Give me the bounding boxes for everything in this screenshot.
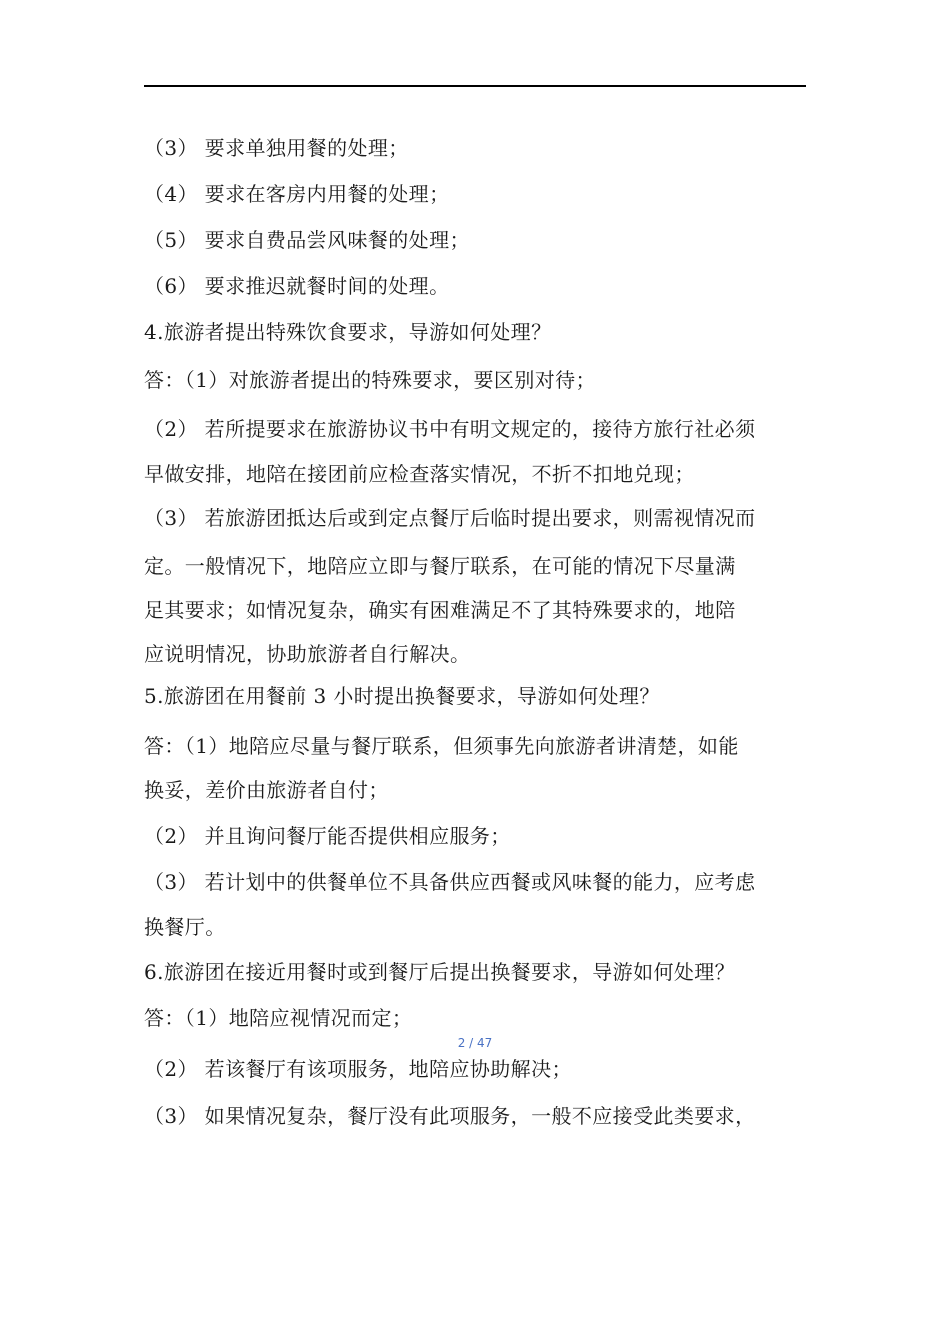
text-line: 应说明情况，协助旅游者自行解决。	[144, 642, 471, 666]
text-line: （3） 要求单独用餐的处理；	[144, 136, 409, 160]
text-line: 答：（1）地陪应视情况而定；	[144, 1006, 413, 1030]
question-heading: 6.旅游团在接近用餐时或到餐厅后提出换餐要求，导游如何处理？	[144, 960, 736, 984]
text-line: （3） 若旅游团抵达后或到定点餐厅后临时提出要求，则需视情况而	[144, 506, 756, 530]
text-line: 答：（1）对旅游者提出的特殊要求，要区别对待；	[144, 368, 596, 392]
text-line: 定。一般情况下，地陪应立即与餐厅联系，在可能的情况下尽量满	[144, 554, 736, 578]
question-heading: 4.旅游者提出特殊饮食要求，导游如何处理？	[144, 320, 552, 344]
text-line: （5） 要求自费品尝风味餐的处理；	[144, 228, 470, 252]
text-line: （6） 要求推迟就餐时间的处理。	[144, 274, 450, 298]
text-line: 换妥，差价由旅游者自付；	[144, 778, 389, 802]
text-line: （3） 如果情况复杂，餐厅没有此项服务，一般不应接受此类要求，	[144, 1104, 756, 1128]
text-line: 足其要求；如情况复杂，确实有困难满足不了其特殊要求的，地陪	[144, 598, 736, 622]
text-line: （2） 并且询问餐厅能否提供相应服务；	[144, 824, 511, 848]
question-heading: 5.旅游团在用餐前 3 小时提出换餐要求，导游如何处理？	[144, 684, 660, 708]
text-line: 换餐厅。	[144, 915, 226, 939]
text-line: （2） 若该餐厅有该项服务，地陪应协助解决；	[144, 1057, 572, 1081]
header-rule	[144, 85, 806, 87]
text-line: 早做安排，地陪在接团前应检查落实情况，不折不扣地兑现；	[144, 462, 695, 486]
text-line: （4） 要求在客房内用餐的处理；	[144, 182, 450, 206]
text-line: （2） 若所提要求在旅游协议书中有明文规定的，接待方旅行社必须	[144, 417, 756, 441]
text-line: 答：（1）地陪应尽量与餐厅联系，但须事先向旅游者讲清楚，如能	[144, 734, 739, 758]
text-line: （3） 若计划中的供餐单位不具备供应西餐或风味餐的能力，应考虑	[144, 870, 756, 894]
page-number: 2 / 47	[457, 1036, 493, 1050]
